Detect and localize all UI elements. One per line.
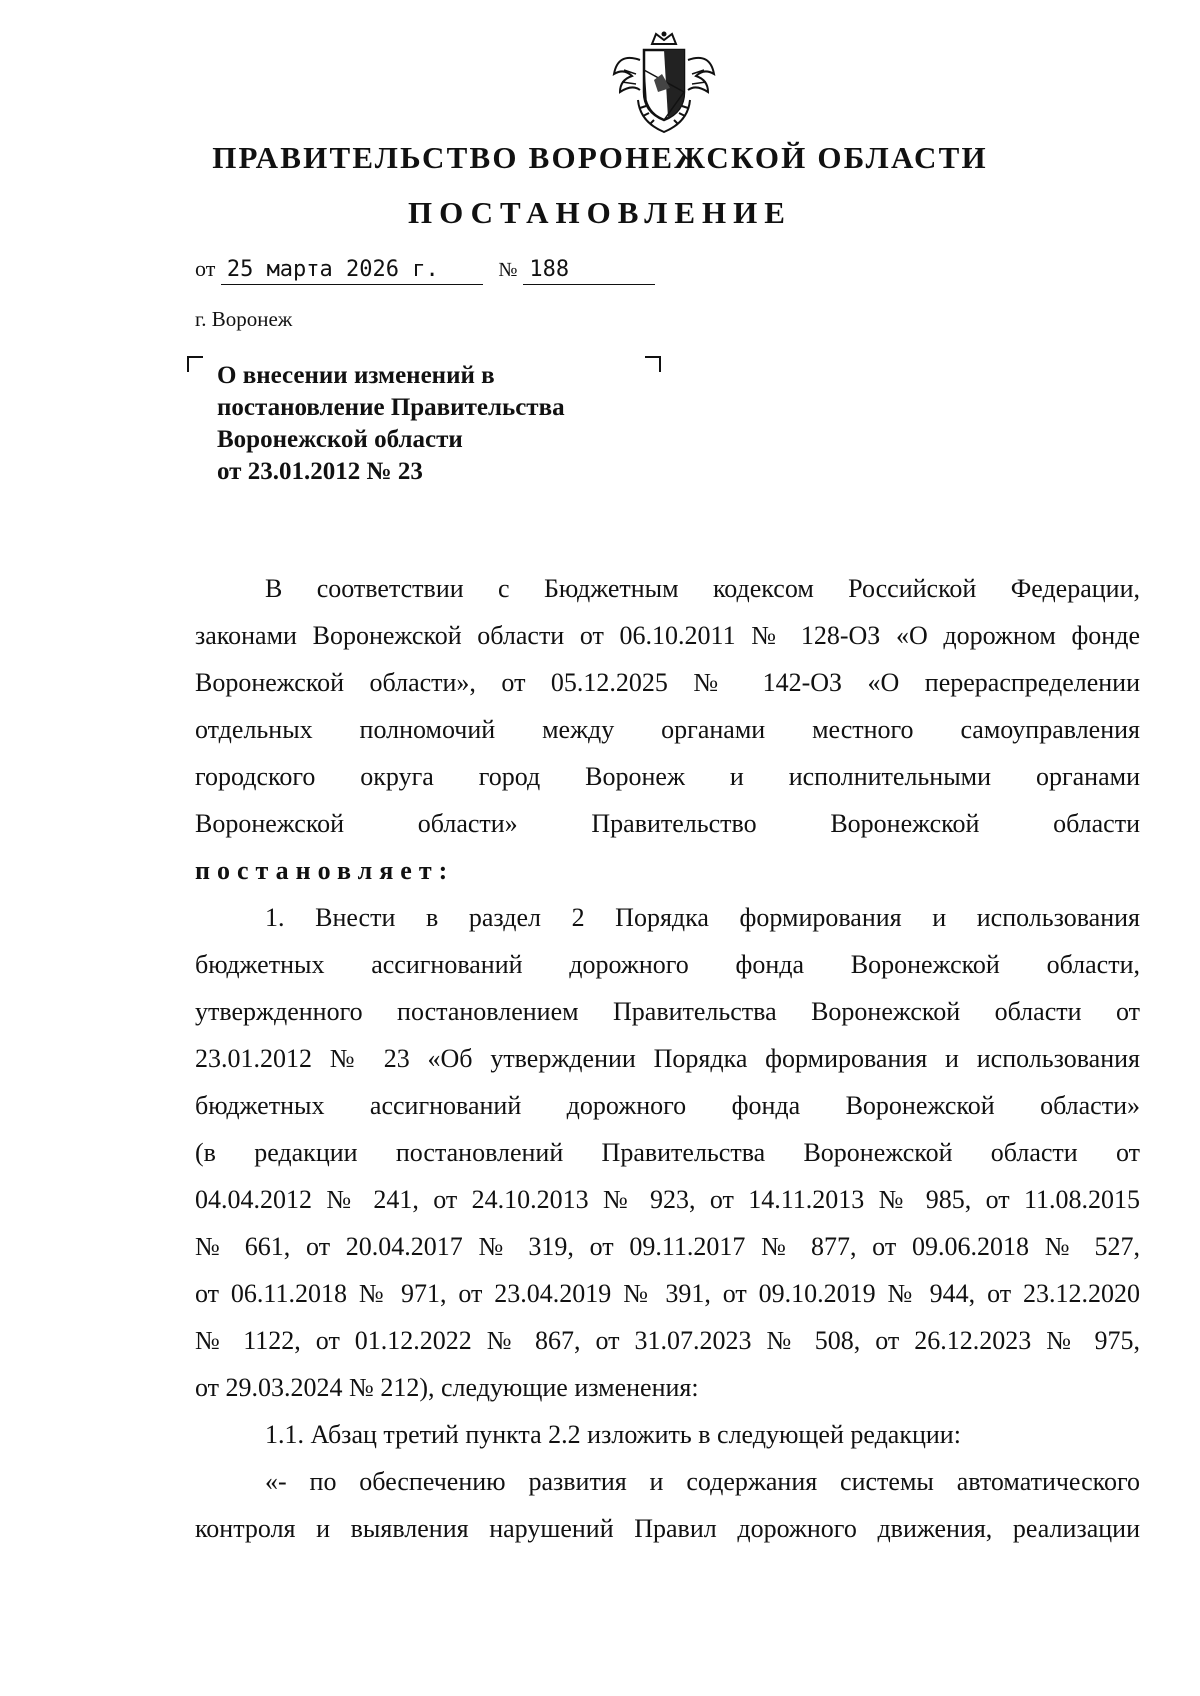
body-line: 04.04.2012 № 241, от 24.10.2013 № 923, от 14.11.2013 № 985, от 11.08.2015 <box>195 1185 1140 1214</box>
body-line: отдельных полномочий между органами местного самоуправления <box>195 715 1140 744</box>
subject-line: постановление Правительства <box>217 394 565 421</box>
body-line: законами Воронежской области от 06.10.2011 № 128-ОЗ «О дорожном фонде <box>195 621 1140 650</box>
body-line: Воронежской области», от 05.12.2025 № 142-ОЗ «О перераспределении <box>195 668 1140 697</box>
subject-corner-right <box>645 356 661 372</box>
body-line: В соответствии с Бюджетным кодексом Российской Федерации, <box>265 574 1140 603</box>
coat-of-arms-emblem <box>610 30 718 138</box>
subject-line: от 23.01.2012 № 23 <box>217 458 423 485</box>
subject-line: О внесении изменений в <box>217 362 495 389</box>
body-line: 1.1. Абзац третий пункта 2.2 изложить в следующей редакции: <box>265 1420 961 1449</box>
subject-corner-left <box>187 356 203 372</box>
document-type-title: ПОСТАНОВЛЕНИЕ <box>408 195 792 230</box>
body-line: бюджетных ассигнований дорожного фонда Воронежской области» <box>195 1091 1140 1120</box>
body-line: городского округа город Воронеж и исполнительными органами <box>195 762 1140 791</box>
subject-heading <box>217 360 655 488</box>
subject-line: Воронежской области <box>217 426 463 453</box>
body-line: от 29.03.2024 № 212), следующие изменения: <box>195 1373 699 1402</box>
decree-word: постановляет: <box>195 856 455 885</box>
city-label: г. Воронеж <box>195 307 293 331</box>
body-line: бюджетных ассигнований дорожного фонда Воронежской области, <box>195 950 1140 979</box>
body-line: № 1122, от 01.12.2022 № 867, от 31.07.2023 № 508, от 26.12.2023 № 975, <box>195 1326 1140 1355</box>
number-label: № <box>498 259 518 281</box>
number-field: 188 <box>523 257 655 285</box>
body-line: (в редакции постановлений Правительства Воронежской области от <box>195 1138 1140 1167</box>
body-line: контроля и выявления нарушений Правил дорожного движения, реализации <box>195 1514 1140 1543</box>
date-number-line <box>195 256 655 285</box>
date-field: 25 марта 2026 г. <box>221 257 483 285</box>
body-line: № 661, от 20.04.2017 № 319, от 09.11.2017 № 877, от 09.06.2018 № 527, <box>195 1232 1140 1261</box>
date-label: от <box>195 256 216 281</box>
body-line: «- по обеспечению развития и содержания системы автоматического <box>265 1467 1140 1496</box>
organization-title: ПРАВИТЕЛЬСТВО ВОРОНЕЖСКОЙ ОБЛАСТИ <box>212 140 988 175</box>
body-line: 1. Внести в раздел 2 Порядка формирования и использования <box>265 903 1140 932</box>
body-line: от 06.11.2018 № 971, от 23.04.2019 № 391, от 09.10.2019 № 944, от 23.12.2020 <box>195 1279 1140 1308</box>
body-line: утвержденного постановлением Правительства Воронежской области от <box>195 997 1140 1026</box>
body-line: 23.01.2012 № 23 «Об утверждении Порядка формирования и использования <box>195 1044 1140 1073</box>
document-body <box>195 565 1140 1552</box>
body-line: Воронежской области» Правительство Воронежской области <box>195 809 1140 838</box>
subject-block <box>195 360 655 500</box>
